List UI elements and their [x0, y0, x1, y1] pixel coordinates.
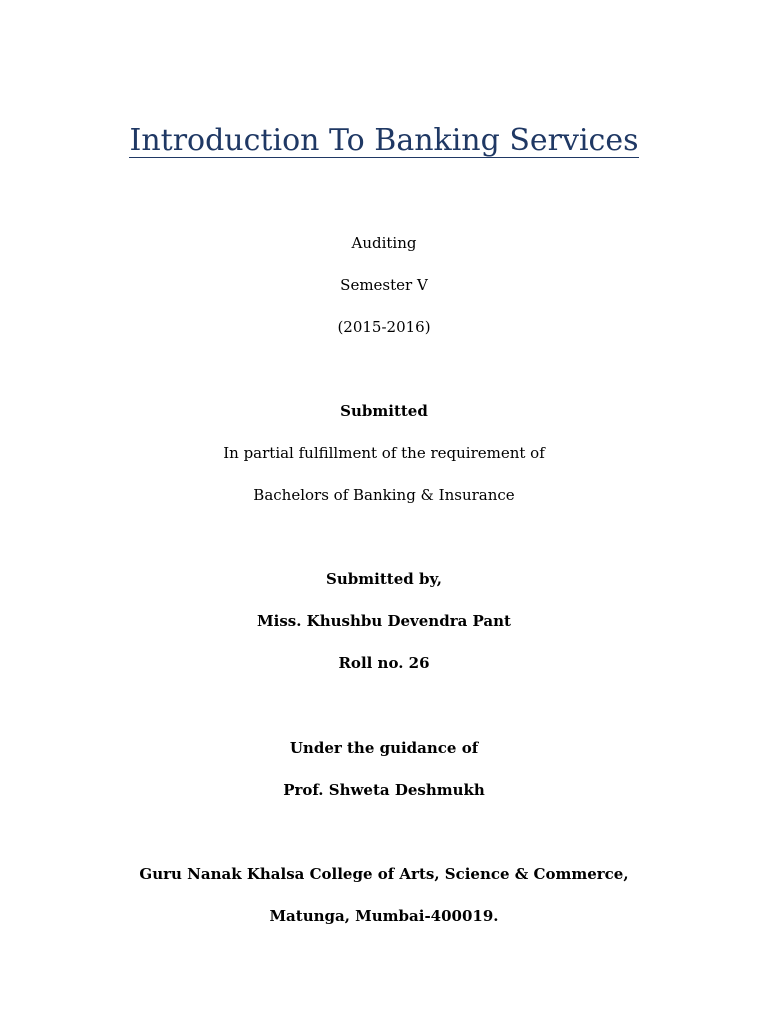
roll-number: Roll no. 26: [338, 654, 430, 672]
semester-line: Semester V: [340, 276, 428, 294]
document-title: [0, 122, 768, 160]
college-address: Matunga, Mumbai-400019.: [269, 907, 499, 925]
document-title-text: Introduction To Banking Services: [129, 123, 639, 158]
college-name: Guru Nanak Khalsa College of Arts, Science & Commerce,: [139, 865, 629, 883]
year-line: (2015-2016): [337, 318, 431, 336]
submitted-by-label: Submitted by,: [326, 570, 442, 588]
student-name: Miss. Khushbu Devendra Pant: [257, 612, 511, 630]
fulfillment-text: In partial fulfillment of the requirement of: [223, 444, 545, 462]
subject-line: Auditing: [351, 234, 417, 252]
degree-line: Bachelors of Banking & Insurance: [253, 486, 515, 504]
submitted-heading: Submitted: [340, 402, 428, 420]
guidance-label: Under the guidance of: [289, 739, 479, 757]
guide-name: Prof. Shweta Deshmukh: [283, 781, 485, 799]
